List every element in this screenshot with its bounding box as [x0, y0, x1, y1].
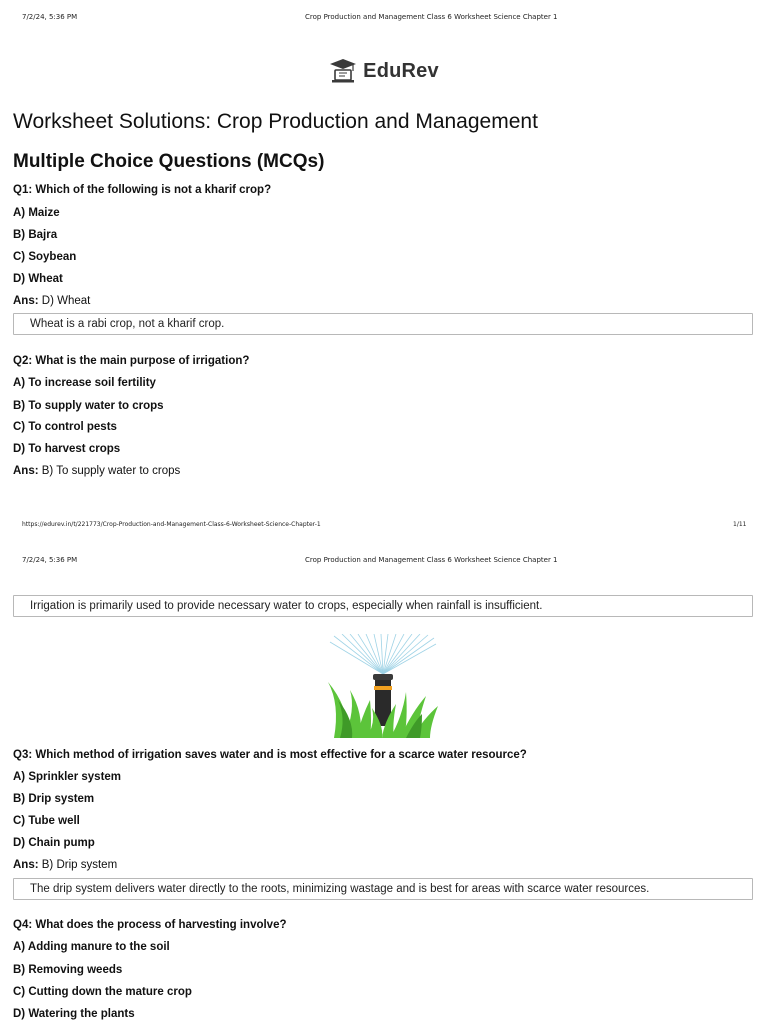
logo-text: EduRev	[363, 59, 439, 82]
q3-option-d: D) Chain pump	[13, 837, 95, 849]
print-doc-title-page2: Crop Production and Management Class 6 Worksheet Science Chapter 1	[305, 556, 558, 564]
graduation-laptop-icon	[329, 58, 357, 84]
question-4: Q4: What does the process of harvesting involve?	[13, 919, 287, 931]
section-heading: Multiple Choice Questions (MCQs)	[13, 151, 325, 172]
q3-answer	[13, 859, 117, 871]
q3-option-c: C) Tube well	[13, 815, 80, 827]
print-datetime: 7/2/24, 5:36 PM	[22, 13, 78, 21]
q3-explanation-box: The drip system delivers water directly to the roots, minimizing wastage and is best for areas with scarce water resources.	[13, 878, 753, 900]
q1-option-a: A) Maize	[13, 207, 60, 219]
q4-option-b: B) Removing weeds	[13, 964, 123, 976]
q1-option-d: D) Wheat	[13, 273, 63, 285]
answer-label: Ans:	[13, 859, 39, 871]
answer-label: Ans:	[13, 295, 39, 307]
answer-value: B) To supply water to crops	[41, 465, 181, 477]
q4-option-c: C) Cutting down the mature crop	[13, 986, 192, 998]
q1-answer	[13, 295, 90, 307]
sprinkler-grass-icon	[326, 634, 440, 738]
q2-answer	[13, 465, 180, 477]
q3-option-b: B) Drip system	[13, 793, 95, 805]
answer-value: D) Wheat	[41, 295, 91, 307]
q1-option-c: C) Soybean	[13, 251, 77, 263]
q2-option-a: A) To increase soil fertility	[13, 377, 156, 389]
q2-option-d: D) To harvest crops	[13, 443, 121, 455]
q4-option-d: D) Watering the plants	[13, 1008, 135, 1020]
q4-option-a: A) Adding manure to the soil	[13, 941, 170, 953]
answer-value: B) Drip system	[41, 859, 118, 871]
answer-label: Ans:	[13, 465, 39, 477]
q1-explanation-box: Wheat is a rabi crop, not a kharif crop.	[13, 313, 753, 335]
print-datetime-page2: 7/2/24, 5:36 PM	[22, 556, 78, 564]
question-1: Q1: Which of the following is not a kharif crop?	[13, 184, 272, 196]
page-title: Worksheet Solutions: Crop Production and Management	[13, 110, 538, 133]
q3-option-a: A) Sprinkler system	[13, 771, 122, 783]
q1-option-b: B) Bajra	[13, 229, 58, 241]
q2-option-c: C) To control pests	[13, 421, 117, 433]
print-doc-title: Crop Production and Management Class 6 Worksheet Science Chapter 1	[305, 13, 558, 21]
page-number: 1/11	[733, 521, 747, 528]
question-3: Q3: Which method of irrigation saves water and is most effective for a scarce water resource?	[13, 749, 527, 761]
edurev-logo[interactable]	[0, 56, 768, 86]
question-2: Q2: What is the main purpose of irrigation?	[13, 355, 250, 367]
q2-option-b: B) To supply water to crops	[13, 400, 164, 412]
q2-explanation-box: Irrigation is primarily used to provide necessary water to crops, especially when rainfall is insufficient.	[13, 595, 753, 617]
footer-url[interactable]: https://edurev.in/t/221773/Crop-Production-and-Management-Class-6-Worksheet-Science-Chapter-1	[22, 521, 321, 528]
